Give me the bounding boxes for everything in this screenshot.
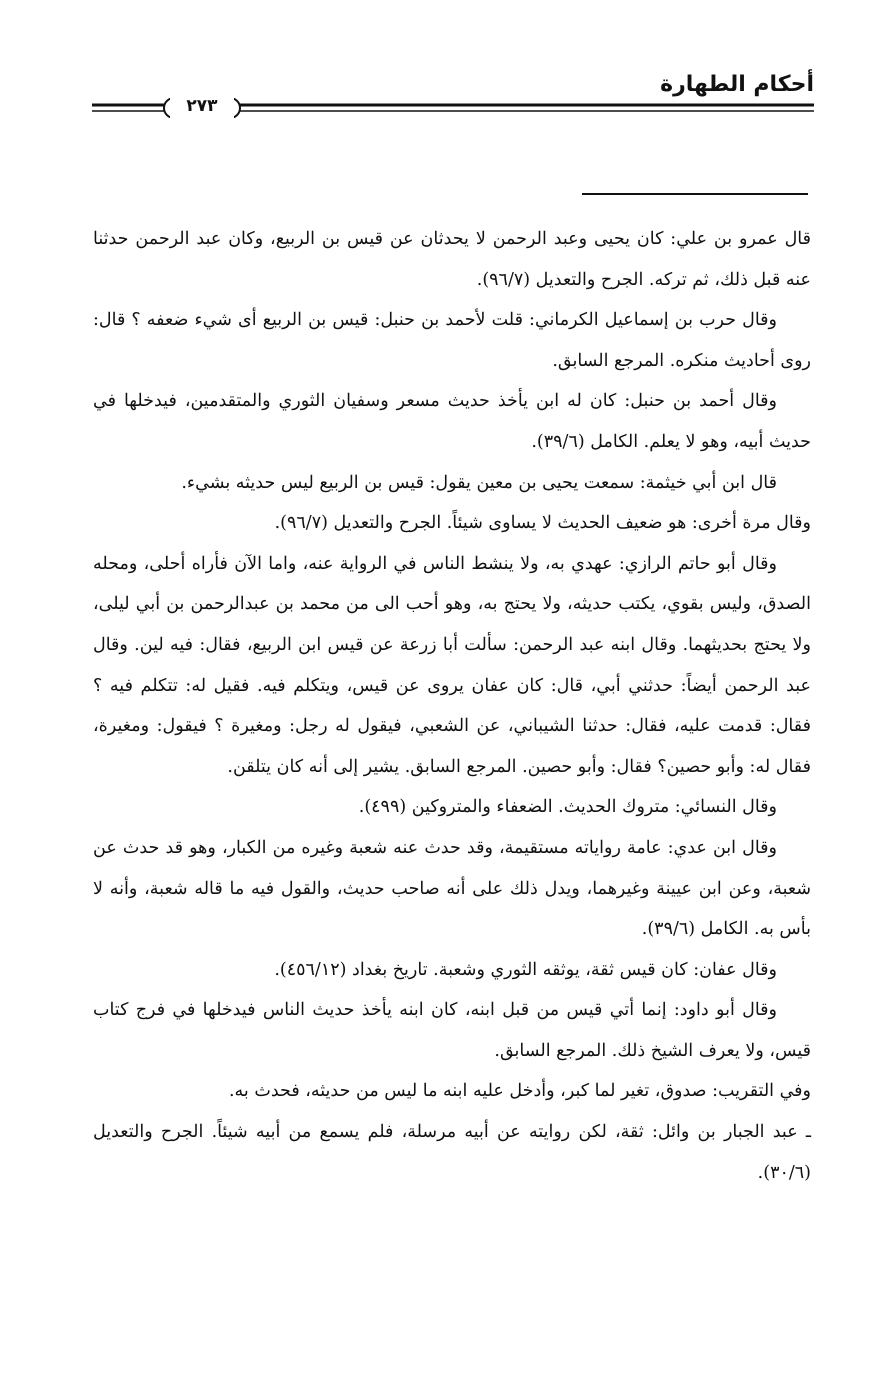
paragraph-ibn-abi-khaythama: قال ابن أبي خيثمة: سمعت يحيى بن معين يقول: قيس بن الربيع ليس حديثه بشيء. (181, 472, 777, 493)
paragraph-ahmad-ibn-hanbal: وقال أحمد بن حنبل: كان له ابن يأخذ حديث مسعر وسفيان الثوري والمتقدمين، فيدخلها في حديث أبيه، وهو لا يعلم. الكامل (٣٩/٦). (93, 391, 811, 452)
paragraph-abd-al-jabbar: ـ عبد الجبار بن وائل: ثقة، لكن روايته عن أبيه مرسلة، فلم يسمع من أبيه شيئاً. الجرح والتعديل (٣٠/٦). (93, 1122, 811, 1183)
page-number: ٢٧٣ (170, 94, 234, 118)
paragraph-taqrib: وفي التقريب: صدوق، تغير لما كبر، وأدخل عليه ابنه ما ليس من حديثه، فحدث به. (228, 1081, 811, 1102)
page-header (92, 72, 814, 122)
paragraph-abu-dawud: وقال أبو داود: إنما أتي قيس من قبل ابنه، كان ابنه يأخذ حديث الناس فيدخلها في فرج كتاب قيس، ولا يعرف الشيخ ذلك. المرجع السابق. (93, 1000, 811, 1061)
paragraph-ibn-adi: وقال ابن عدي: عامة رواياته مستقيمة، وقد حدث عنه شعبة وغيره من الكبار، وهو قد حدث عن شعبة، وعن ابن عيينة وغيرهما، ويدل ذلك على أنه صاحب حديث، والقول فيه ما قاله شعبة، وأنه لا بأس به. الكامل (٣٩/٦). (93, 837, 811, 940)
paragraph-affan: وقال عفان: كان قيس ثقة، يوثقه الثوري وشعبة. تاريخ بغداد (٤٥٦/١٢). (274, 959, 777, 980)
paragraph-marra-ukhra: وقال مرة أخرى: هو ضعيف الحديث لا يساوى شيئاً. الجرح والتعديل (٩٦/٧). (274, 513, 811, 534)
paragraph-amr-ibn-ali: قال عمرو بن علي: كان يحيى وعبد الرحمن لا يحدثان عن قيس بن الربيع، وكان عبد الرحمن حدثنا عنه قبل ذلك، ثم تركه. الجرح والتعديل (٩٦/٧). (93, 229, 811, 290)
paragraph-abu-hatim: وقال أبو حاتم الرازي: عهدي به، ولا ينشط الناس في الرواية عنه، واما الآن فأراه أحلى، ومحله الصدق، وليس بقوي، يكتب حديثه، ولا يحتج به، وهو أحب الى من محمد بن عبدالرحمن بن أبي ليلى، ولا يحتج بحديثهما. وقال ابنه عبد الرحمن: سألت أبا زرعة عن قيس ابن الربيع، فقال: فيه لين. وقال عبد الرحمن أيضاً: حدثني أبي، قال: كان عفان يروى عن قيس، ويتكلم فيه. فقيل له: تتكلم فيه ؟ فقال: قدمت عليه، فقال: حدثنا الشيباني، عن الشعبي، فيقول له رجل: ومغيرة ؟ فيقول: ومغيرة، فقال له: وأبو حصين؟ فقال: وأبو حصين. المرجع السابق. يشير إلى أنه كان يتلقن. (93, 553, 811, 777)
footnote-separator (582, 193, 808, 195)
paragraph-harb-al-kirmani: وقال حرب بن إسماعيل الكرماني: قلت لأحمد بن حنبل: قيس بن الربيع أى شيء ضعفه ؟ قال: روى أحاديث منكره. المرجع السابق. (93, 310, 811, 371)
footnote-body (93, 219, 811, 1193)
paragraph-nasai: وقال النسائي: متروك الحديث. الضعفاء والمتروكين (٤٩٩). (358, 797, 777, 818)
running-title: أحكام الطهارة (660, 72, 814, 97)
